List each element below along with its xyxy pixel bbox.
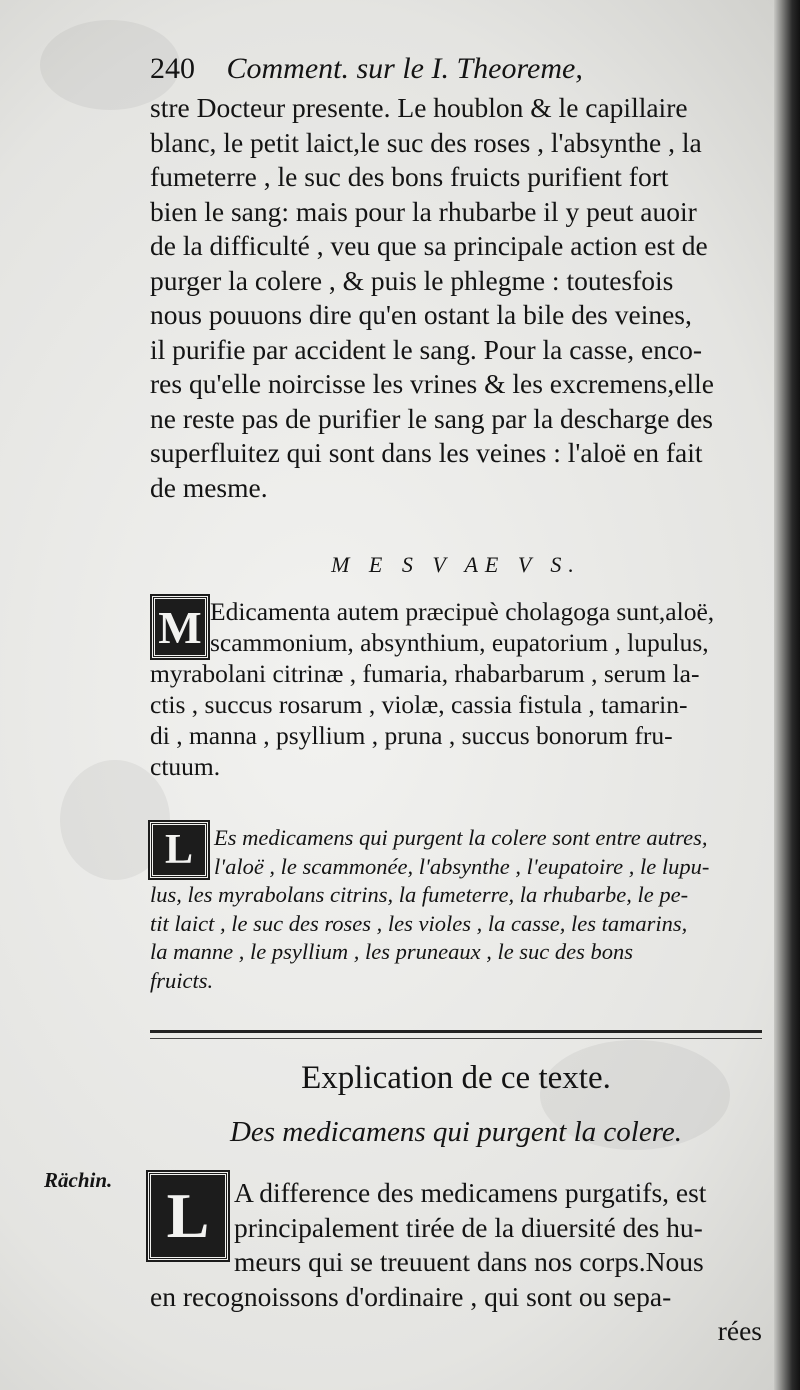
- divider-rule: [150, 1038, 762, 1039]
- text-line: la manne , le psyllium , les pruneaux , le suc des bons: [150, 939, 634, 964]
- text-line: bien le sang: mais pour la rhubarbe il y peut auoir: [150, 195, 697, 227]
- latin-paragraph: [150, 596, 762, 782]
- margin-note: Rächin.: [44, 1168, 113, 1192]
- running-title: Comment. sur le I. Theoreme,: [226, 52, 583, 85]
- text-line: stre Docteur presente. Le houblon & le capillaire: [150, 92, 688, 123]
- text-line: myrabolani citrinæ , fumaria, rhabarbarum , serum la-: [150, 659, 700, 688]
- text-line: nous pouuons dire qu'en ostant la bile des veines,: [150, 299, 692, 330]
- explication-paragraph: [150, 1176, 762, 1349]
- running-header: [150, 52, 710, 86]
- text-line: meurs qui se treuuent dans nos corps.Nous: [234, 1246, 704, 1277]
- text-line: ctuum.: [150, 752, 221, 781]
- page-edge-shadow: [774, 0, 800, 1390]
- text-line: blanc, le petit laict,le suc des roses , l'absynthe , la: [150, 126, 702, 158]
- explication-title: Explication de ce texte.: [301, 1060, 611, 1096]
- text-line: scammonium, absynthium, eupatorium , lupulus,: [210, 628, 709, 657]
- drop-cap-l-large: L: [148, 1172, 228, 1260]
- text-line: fumeterre , le suc des bons fruicts purifient fort: [150, 161, 669, 192]
- text-line: Edicamenta autem præcipuè cholagoga sunt,aloë,: [210, 597, 715, 626]
- text-line: superfluitez qui sont dans les veines : l'aloë en fait: [150, 437, 703, 468]
- translation-paragraph: [150, 824, 762, 995]
- text-line: de mesme.: [150, 471, 268, 503]
- text-line: en recognoissons d'ordinaire , qui sont ou sepa-: [150, 1280, 672, 1312]
- divider-rule: [150, 1030, 762, 1033]
- text-line: principalement tirée de la diuersité des hu-: [234, 1211, 703, 1243]
- explication-subtitle: Des medicamens qui purgent la colere.: [229, 1116, 683, 1148]
- text-line: de la difficulté , veu que sa principale action est de: [150, 230, 708, 261]
- text-line: il purifie par accident le sang. Pour la casse, enco-: [150, 333, 703, 365]
- section-heading: M E S V AE V S.: [331, 552, 581, 577]
- text-line: ctis , succus rosarum , violæ, cassia fistula , tamarin-: [150, 690, 688, 719]
- text-line: tit laict , le suc des roses , les violes , la casse, les tamarins,: [150, 910, 688, 936]
- text-line: purger la colere , & puis le phlegme : toutesfois: [150, 264, 674, 296]
- text-line: res qu'elle noircisse les vrines & les excremens,elle: [150, 368, 714, 399]
- text-line: lus, les myrabolans citrins, la fumeterre, la rhubarbe, le pe-: [150, 882, 689, 907]
- drop-cap-l: L: [150, 822, 208, 878]
- text-line: fruicts.: [150, 967, 214, 993]
- french-paragraph: [150, 91, 762, 505]
- drop-cap-m: M: [152, 596, 208, 658]
- text-line: ne reste pas de purifier le sang par la descharge des: [150, 402, 713, 434]
- page-number: 240: [150, 52, 195, 85]
- text-line: di , manna , psyllium , pruna , succus bonorum fru-: [150, 721, 673, 750]
- catchword: rées: [717, 1315, 762, 1346]
- text-line: l'aloë , le scammonée, l'absynthe , l'eupatoire , le lupu-: [214, 853, 710, 879]
- text-line: A difference des medicamens purgatifs, est: [234, 1177, 707, 1208]
- text-line: Es medicamens qui purgent la colere sont entre autres,: [214, 825, 708, 850]
